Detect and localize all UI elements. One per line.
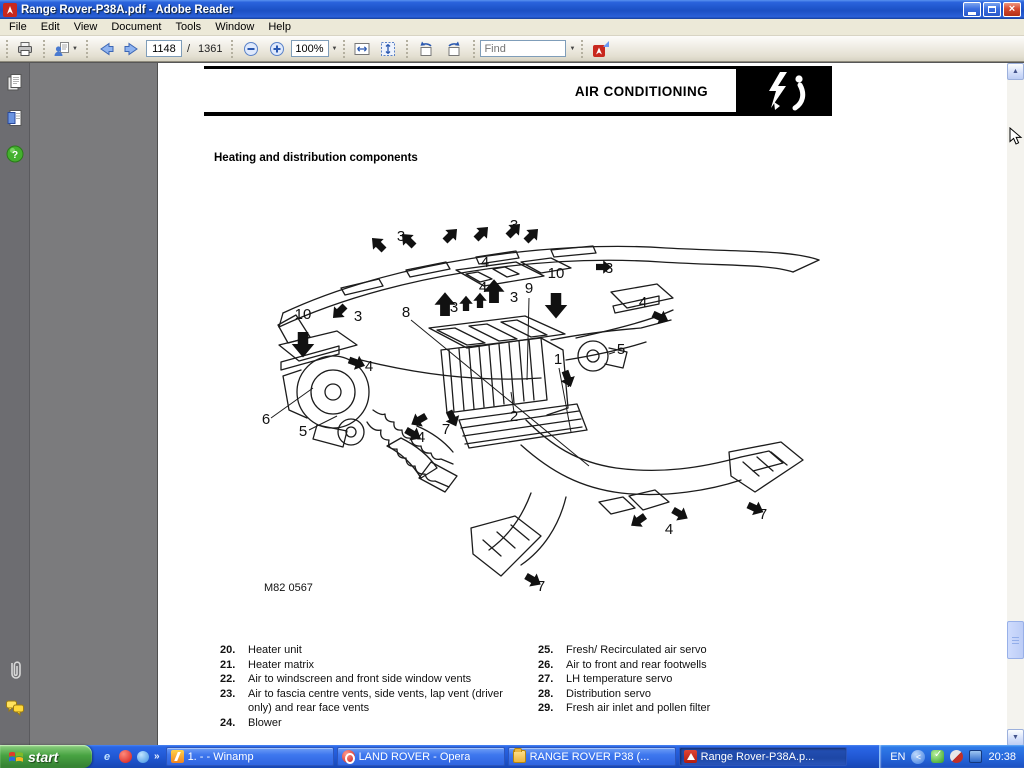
legend-item bbox=[220, 687, 520, 716]
section-title: AIR CONDITIONING bbox=[574, 84, 708, 99]
rotate-left-icon bbox=[416, 40, 436, 58]
winamp-icon bbox=[171, 750, 184, 763]
legend-item-text: Air to front and rear footwells bbox=[566, 658, 707, 671]
flow-arrow bbox=[627, 510, 650, 532]
tray-antivirus-icon[interactable] bbox=[950, 750, 963, 763]
header-bottom-rule bbox=[204, 112, 737, 116]
printer-icon bbox=[16, 40, 34, 58]
menu-tools[interactable]: Tools bbox=[175, 21, 202, 33]
zoom-in-icon bbox=[269, 41, 285, 57]
scrollbar-thumb[interactable] bbox=[1007, 621, 1024, 659]
page-total-label: 1361 bbox=[198, 42, 223, 55]
toolbar-grip[interactable] bbox=[341, 40, 346, 58]
legend-item bbox=[220, 716, 520, 731]
scroll-up-button[interactable]: ▲ bbox=[1007, 63, 1024, 80]
previous-page-icon bbox=[97, 41, 115, 57]
legend-item bbox=[220, 672, 520, 687]
next-page-icon bbox=[123, 41, 141, 57]
diagram-callout-10: 10 bbox=[547, 265, 565, 282]
diagram-callout-6: 6 bbox=[261, 411, 271, 428]
taskbar bbox=[0, 745, 1024, 768]
task-label: Range Rover-P38A.p... bbox=[700, 750, 815, 763]
fit-width-button[interactable] bbox=[350, 38, 374, 60]
legend-item-text: Fresh/ Recirculated air servo bbox=[566, 644, 707, 656]
pdf-page bbox=[157, 63, 1007, 746]
restore-button[interactable] bbox=[983, 2, 1001, 17]
bookmarks-icon bbox=[6, 109, 24, 129]
adobe-icon bbox=[684, 750, 697, 763]
previous-page-button[interactable] bbox=[94, 38, 118, 60]
diagram-callout-3: 3 bbox=[449, 299, 459, 316]
legend-item-text: Air to windscreen and front side window vents bbox=[248, 673, 472, 686]
diagram-callout-4: 4 bbox=[638, 294, 648, 311]
adobe-pdf-icon bbox=[591, 40, 611, 58]
toolbar-grip[interactable] bbox=[471, 40, 476, 58]
navigation-tab-strip bbox=[0, 63, 30, 745]
legend-item-text: Blower bbox=[248, 716, 282, 729]
task-label: LAND ROVER - Opera bbox=[358, 750, 471, 763]
vertical-scrollbar[interactable] bbox=[1007, 63, 1024, 746]
legend-column-right bbox=[538, 643, 818, 731]
fit-width-icon bbox=[353, 40, 371, 58]
diagram-callout-3: 3 bbox=[353, 308, 363, 325]
legend-item-text: Heater matrix bbox=[248, 658, 315, 671]
rotate-left-button[interactable] bbox=[413, 38, 439, 60]
scroll-down-button[interactable]: ▼ bbox=[1007, 729, 1024, 746]
find-dropdown-caret[interactable]: ▼ bbox=[569, 45, 576, 52]
diagram-callout-4: 4 bbox=[478, 279, 488, 296]
tray-status-icon[interactable] bbox=[931, 750, 944, 763]
taskbar-button-folder[interactable] bbox=[508, 747, 676, 766]
pages-icon bbox=[6, 73, 24, 93]
figure-code: M82 0567 bbox=[264, 582, 313, 594]
page-separator: / bbox=[186, 42, 191, 55]
diagram-callout-7: 7 bbox=[441, 421, 451, 438]
window-title: Range Rover-P38A.pdf - Adobe Reader bbox=[21, 3, 234, 16]
diagram-callout-7: 7 bbox=[758, 506, 768, 523]
pages-panel-tab[interactable] bbox=[6, 73, 24, 93]
flow-arrow bbox=[459, 296, 473, 311]
adobe-promo-button[interactable] bbox=[588, 38, 614, 60]
legend-item-text: Distribution servo bbox=[566, 687, 651, 700]
legend-item bbox=[538, 643, 818, 658]
zoom-dropdown-caret[interactable]: ▼ bbox=[331, 45, 338, 52]
legend-item-number: 27. bbox=[538, 673, 554, 686]
legend-item bbox=[220, 643, 520, 658]
diagram-callout-2: 2 bbox=[509, 408, 519, 425]
toolbar-grip[interactable] bbox=[230, 40, 235, 58]
flow-arrow bbox=[328, 301, 351, 324]
diagram-callout-1: 1 bbox=[553, 351, 563, 368]
quick-launch-browser-icon[interactable] bbox=[137, 751, 149, 763]
heating-components-diagram bbox=[221, 210, 841, 610]
toolbar-grip[interactable] bbox=[41, 40, 46, 58]
toolbar-grip[interactable] bbox=[4, 40, 9, 58]
task-label: RANGE ROVER P38 (... bbox=[529, 750, 650, 763]
titlebar bbox=[0, 0, 1024, 19]
diagram-callout-7: 7 bbox=[564, 374, 574, 391]
task-label: 1. - - Winamp bbox=[187, 750, 254, 763]
email-icon bbox=[53, 40, 71, 58]
diagram-callout-4: 4 bbox=[364, 358, 374, 375]
legend-item-text: Heater unit bbox=[248, 644, 302, 656]
taskbar-button-opera[interactable] bbox=[337, 747, 505, 766]
paperclip-icon bbox=[6, 659, 24, 683]
next-page-button[interactable] bbox=[120, 38, 144, 60]
minimize-button[interactable] bbox=[963, 2, 981, 17]
legend-column-left bbox=[220, 643, 520, 731]
menu-view[interactable]: View bbox=[73, 21, 98, 33]
air-conditioning-icon bbox=[762, 70, 806, 112]
legend-item-number: 22. bbox=[220, 673, 236, 686]
legend-item bbox=[220, 658, 520, 673]
document-viewport bbox=[0, 62, 1024, 745]
language-indicator[interactable]: EN bbox=[890, 750, 906, 763]
clock: 20:38 bbox=[988, 750, 1016, 763]
find-input[interactable] bbox=[480, 40, 566, 57]
legend-item bbox=[538, 672, 818, 687]
bookmarks-panel-tab[interactable] bbox=[6, 109, 24, 129]
diagram-callout-10: 10 bbox=[294, 306, 312, 323]
adobe-reader-icon bbox=[3, 3, 17, 17]
diagram-callout-5: 5 bbox=[616, 341, 626, 358]
diagram-callout-4: 4 bbox=[480, 254, 490, 271]
diagram-callout-3: 3 bbox=[509, 289, 519, 306]
legend-item-text: LH temperature servo bbox=[566, 673, 673, 686]
fit-page-button[interactable] bbox=[376, 38, 400, 60]
section-icon-box bbox=[736, 66, 832, 116]
menu-file[interactable]: File bbox=[9, 21, 27, 33]
help-button[interactable] bbox=[6, 145, 24, 163]
legend-item-number: 23. bbox=[220, 687, 236, 700]
legend-item-number: 24. bbox=[220, 716, 236, 729]
comments-panel-tab[interactable] bbox=[5, 699, 25, 717]
comments-icon bbox=[5, 699, 25, 717]
flow-arrow bbox=[367, 233, 390, 256]
legend-item-number: 26. bbox=[538, 658, 554, 671]
start-button[interactable] bbox=[0, 745, 92, 768]
svg-text:?: ? bbox=[11, 150, 19, 161]
diagram-callout-3: 3 bbox=[509, 217, 519, 234]
windows-logo-icon bbox=[8, 749, 24, 765]
menu-document[interactable]: Document bbox=[111, 21, 162, 33]
menu-edit[interactable]: Edit bbox=[40, 21, 60, 33]
quick-launch-ie-icon[interactable]: e bbox=[103, 750, 111, 763]
flow-arrow bbox=[408, 410, 430, 431]
toolbar bbox=[0, 36, 1024, 62]
zoom-out-button[interactable] bbox=[239, 38, 263, 60]
diagram-callout-3: 3 bbox=[396, 228, 406, 245]
flow-arrow bbox=[471, 222, 494, 245]
taskbar-button-adobe[interactable] bbox=[679, 747, 847, 766]
page-number-input[interactable] bbox=[146, 40, 182, 57]
close-button[interactable]: × bbox=[1003, 2, 1021, 17]
attachments-panel-tab[interactable] bbox=[6, 659, 24, 683]
legend-item-number: 21. bbox=[220, 658, 236, 671]
mouse-cursor bbox=[1009, 127, 1023, 145]
diagram-callout-4: 4 bbox=[664, 521, 674, 538]
component-legend bbox=[220, 643, 818, 731]
legend-item-text: Fresh air inlet and pollen filter bbox=[566, 702, 711, 715]
page-heading: Heating and distribution components bbox=[214, 152, 418, 164]
flow-arrow bbox=[440, 224, 463, 247]
taskbar-button-winamp[interactable] bbox=[166, 747, 334, 766]
quick-launch-overflow-chevron[interactable]: » bbox=[154, 751, 160, 762]
legend-item-number: 20. bbox=[220, 644, 236, 656]
diagram-callout-3: 3 bbox=[604, 260, 614, 277]
system-tray bbox=[879, 745, 1024, 768]
toolbar-grip[interactable] bbox=[579, 40, 584, 58]
task-buttons bbox=[166, 747, 847, 766]
diagram-callout-8: 8 bbox=[401, 304, 411, 321]
email-button[interactable] bbox=[50, 38, 81, 60]
zoom-level-input[interactable] bbox=[291, 40, 329, 57]
toolbar-grip[interactable] bbox=[85, 40, 90, 58]
zoom-out-icon bbox=[243, 41, 259, 57]
legend-item-text: Air to fascia centre vents, side vents, lap vent (driver only) and rear face vents bbox=[248, 687, 503, 715]
legend-item-number: 29. bbox=[538, 702, 554, 715]
rotate-right-button[interactable] bbox=[441, 38, 467, 60]
menu-window[interactable]: Window bbox=[215, 21, 255, 33]
toolbar-grip[interactable] bbox=[404, 40, 409, 58]
legend-item-number: 25. bbox=[538, 644, 554, 656]
help-icon bbox=[6, 145, 24, 163]
tray-collapse-chevron[interactable]: < bbox=[911, 750, 925, 764]
fit-page-icon bbox=[379, 40, 397, 58]
quick-launch-opera-icon[interactable] bbox=[119, 750, 132, 763]
diagram-callout-9: 9 bbox=[524, 280, 534, 297]
tray-network-icon[interactable] bbox=[969, 750, 982, 763]
diagram-callout-5: 5 bbox=[298, 423, 308, 440]
legend-item bbox=[538, 687, 818, 702]
email-dropdown-caret: ▼ bbox=[72, 45, 78, 52]
zoom-in-button[interactable] bbox=[265, 38, 289, 60]
flow-arrow bbox=[545, 293, 568, 319]
opera-icon bbox=[342, 750, 355, 763]
legend-item bbox=[538, 701, 818, 716]
flow-arrow bbox=[521, 224, 544, 247]
rotate-right-icon bbox=[444, 40, 464, 58]
quick-launch bbox=[92, 750, 166, 764]
legend-item bbox=[538, 658, 818, 673]
legend-item-number: 28. bbox=[538, 687, 554, 700]
print-button[interactable] bbox=[13, 38, 37, 60]
menubar bbox=[0, 19, 1024, 36]
menu-help[interactable]: Help bbox=[268, 21, 291, 33]
diagram-callout-4: 4 bbox=[416, 429, 426, 446]
diagram-callout-7: 7 bbox=[536, 578, 546, 595]
folder-icon bbox=[513, 750, 526, 763]
start-label: start bbox=[28, 748, 59, 765]
